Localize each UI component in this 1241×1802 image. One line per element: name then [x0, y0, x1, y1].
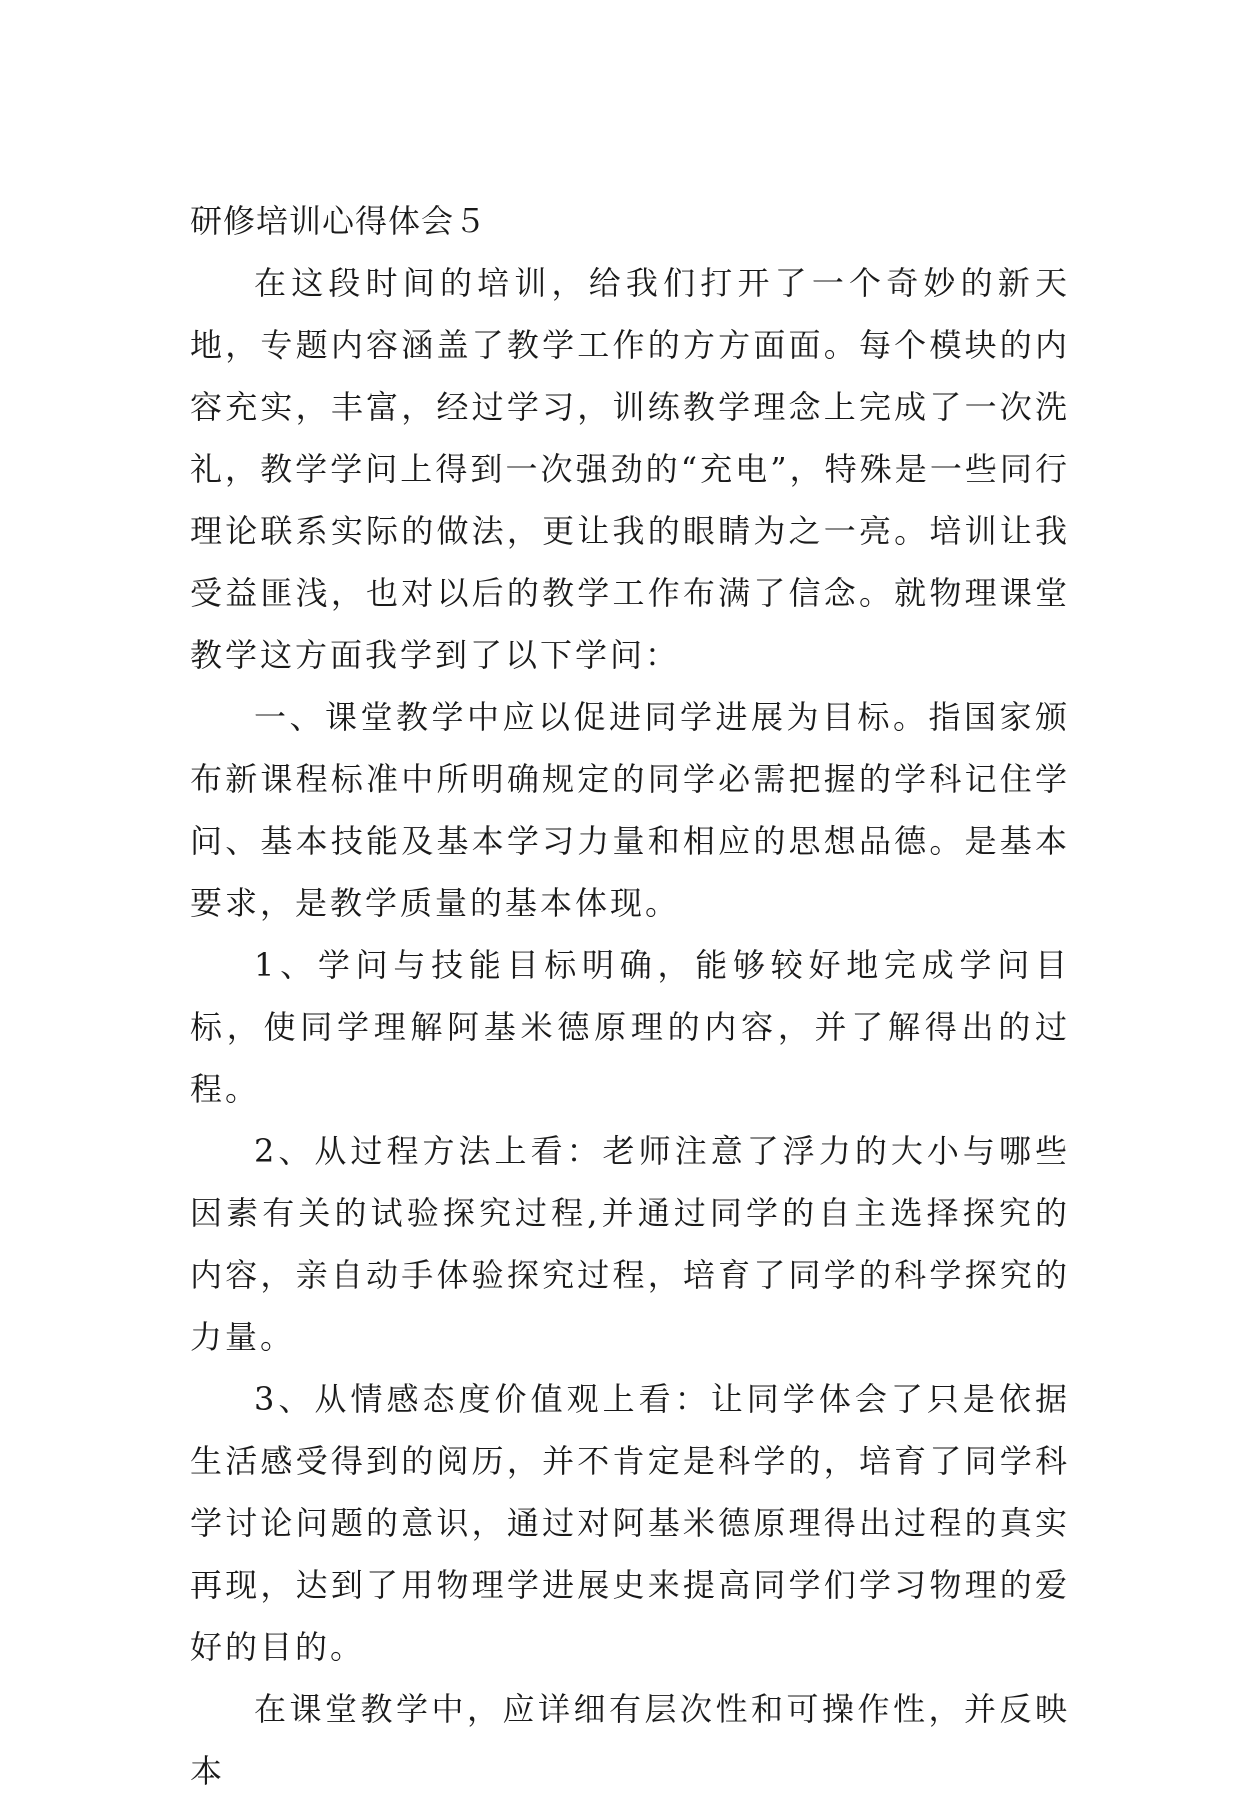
paragraph-point-one: 一、课堂教学中应以促进同学进展为目标。指国家颁布新课程标准中所明确规定的同学必需把握的学科记住学问、基本技能及基本学习力量和相应的思想品德。是基本要求，是教学质量的基本体现。 — [190, 698, 1070, 922]
paragraph-item-1: 1、学问与技能目标明确，能够较好地完成学问目标，使同学理解阿基米德原理的内容，并了解得出的过程。 — [190, 946, 1070, 1108]
paragraph-item-3: 3、从情感态度价值观上看：让同学体会了只是依据生活感受得到的阅历，并不肯定是科学的，培育了同学科学讨论问题的意识，通过对阿基米德原理得出过程的真实再现，达到了用物理学进展史来提高同学们学习物理的爱好的目的。 — [190, 1380, 1070, 1666]
document-title: 研修培训心得体会５ — [190, 202, 488, 240]
paragraph-item-2: 2、从过程方法上看：老师注意了浮力的大小与哪些因素有关的试验探究过程,并通过同学的自主选择探究的内容，亲自动手体验探究过程，培育了同学的科学探究的力量。 — [190, 1132, 1070, 1356]
paragraph-intro: 在这段时间的培训，给我们打开了一个奇妙的新天地，专题内容涵盖了教学工作的方方面面。每个模块的内容充实，丰富，经过学习，训练教学理念上完成了一次洗礼，教学学问上得到一次强劲的“充电”，特殊是一些同行理论联系实际的做法，更让我的眼睛为之一亮。培训让我受益匪浅，也对以后的教学工作布满了信念。就物理课堂教学这方面我学到了以下学问： — [190, 264, 1070, 674]
paragraph-closing: 在课堂教学中，应详细有层次性和可操作性，并反映本 — [190, 1690, 1070, 1790]
document-body — [190, 190, 1070, 1802]
